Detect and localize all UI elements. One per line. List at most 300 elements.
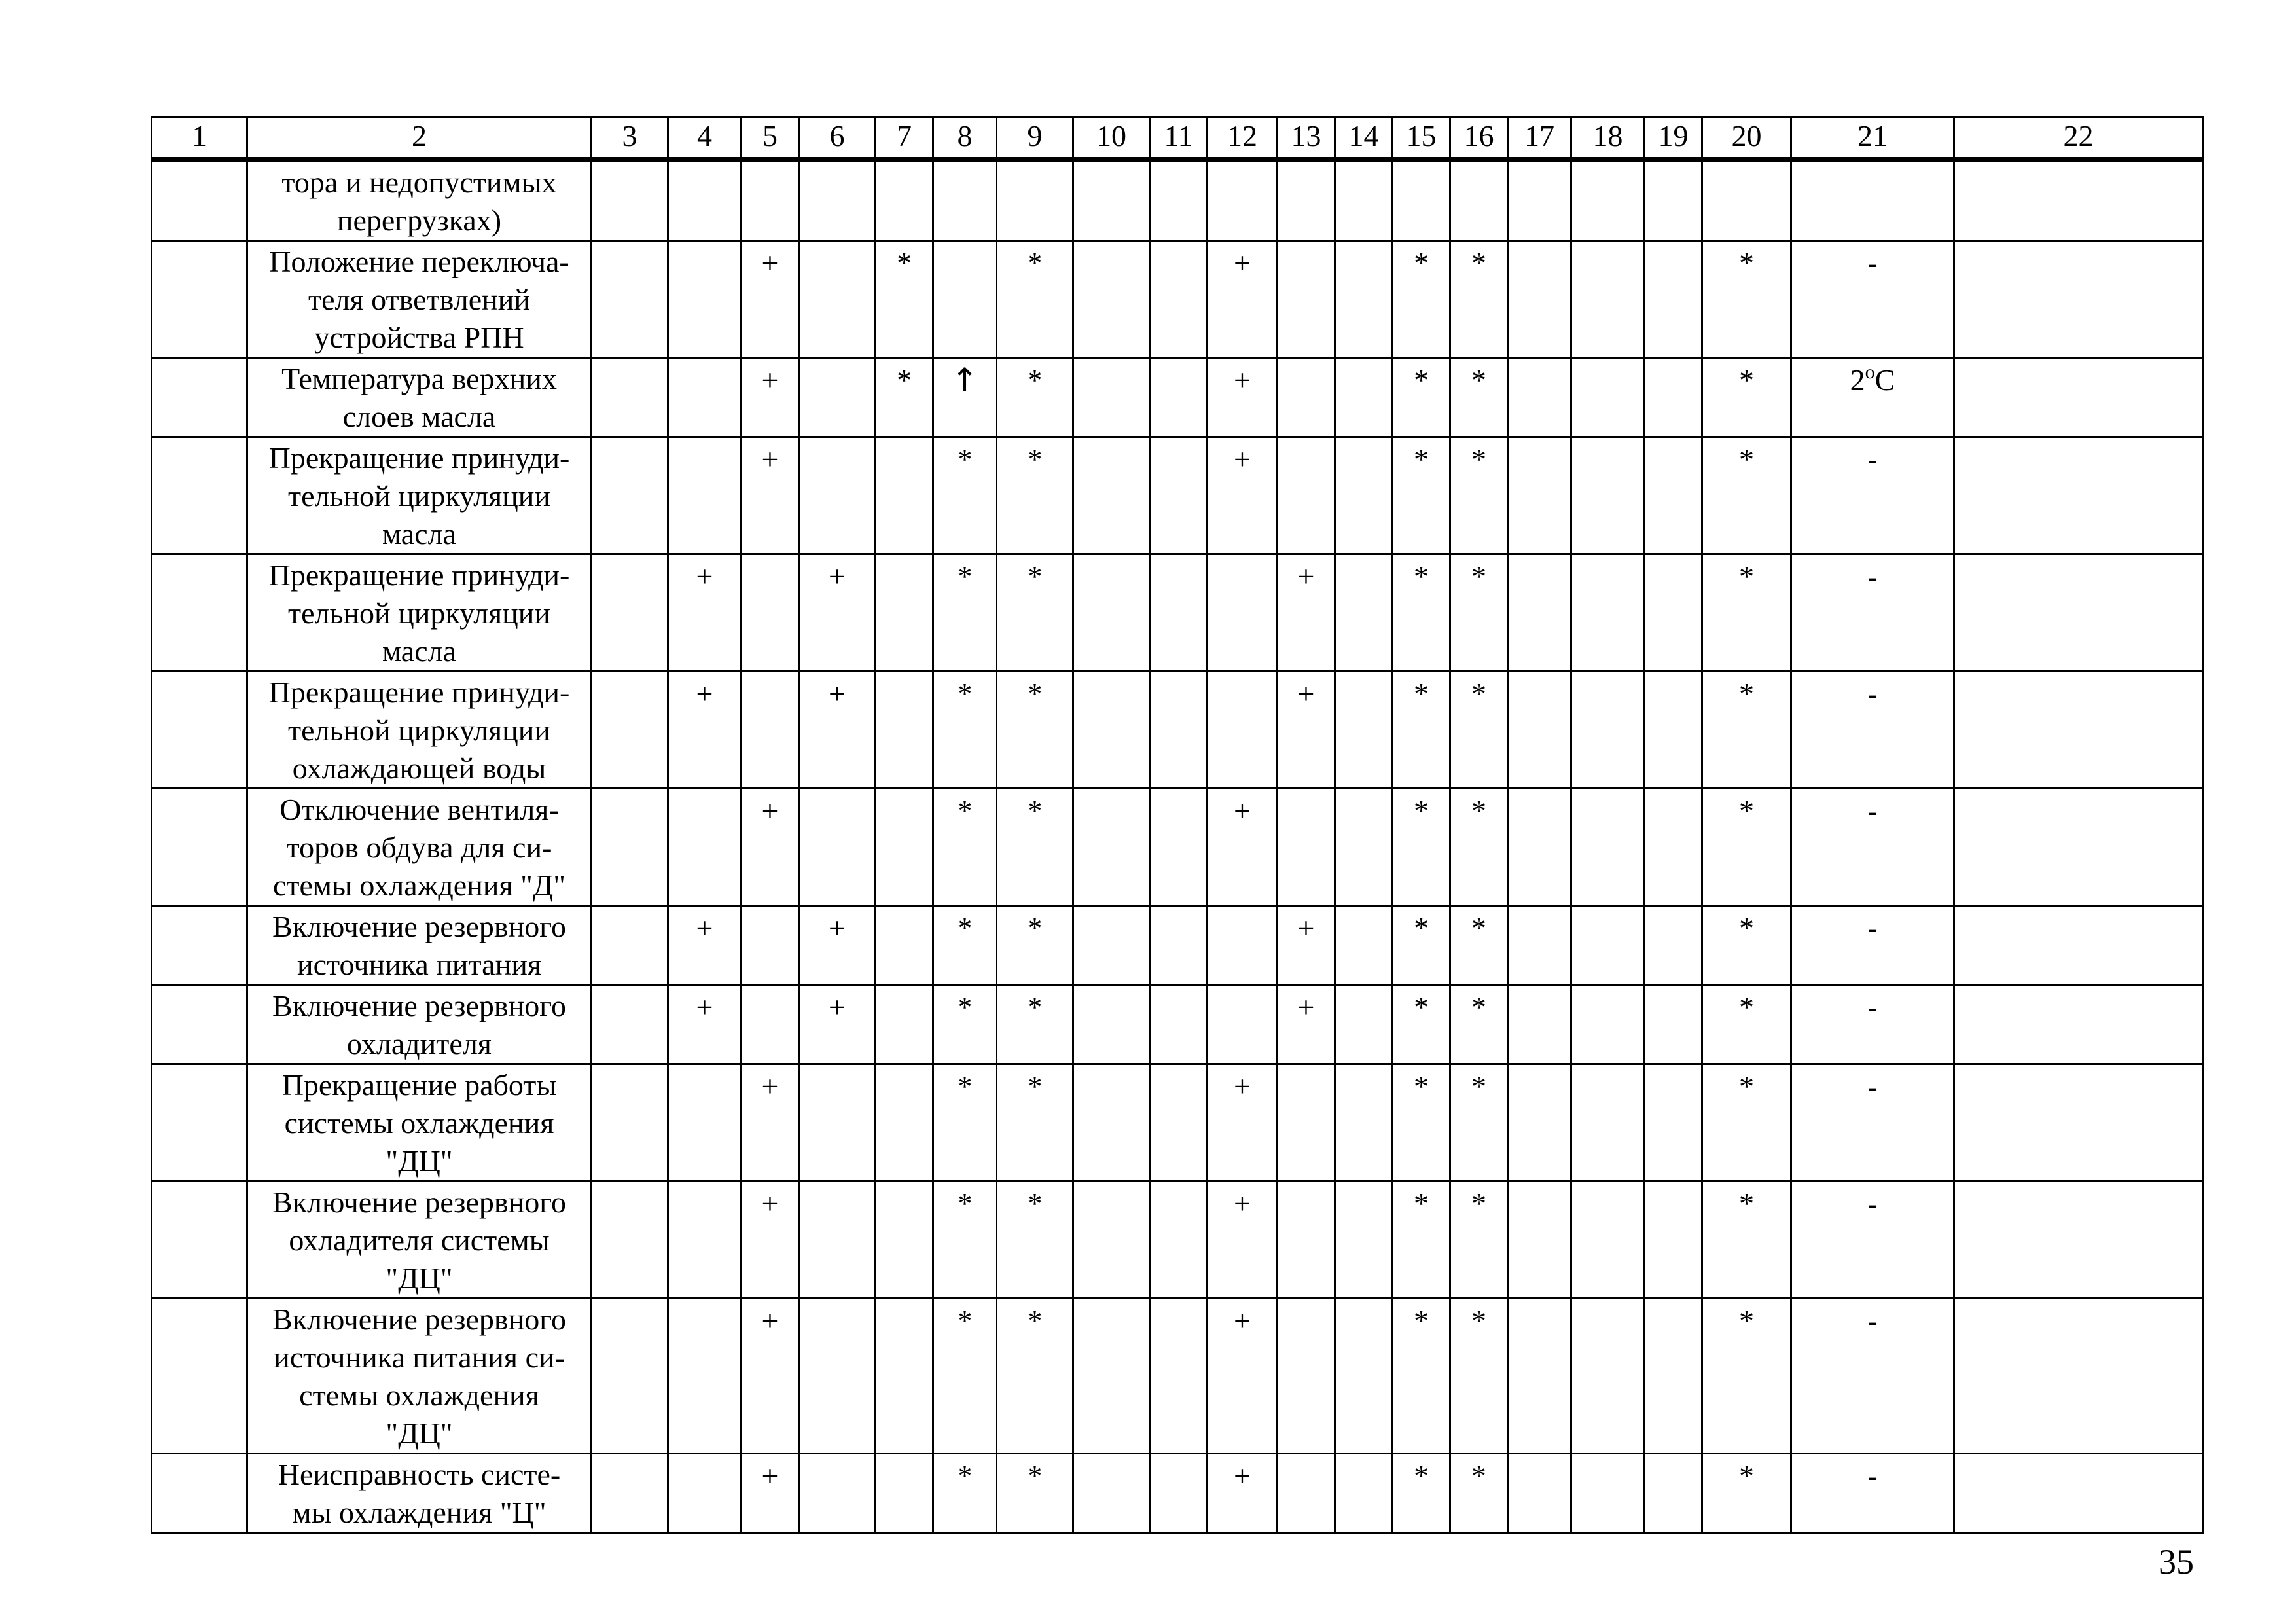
cell-col-12: + (1208, 1182, 1278, 1299)
cell-col-19 (1645, 672, 1702, 789)
cell-col-15: * (1393, 437, 1450, 554)
event-description: Положение переключа- теля ответвлений устройства РПН (247, 241, 592, 358)
cell-col-4 (668, 241, 742, 358)
cell-col-1 (152, 985, 247, 1064)
cell-col-6 (799, 241, 876, 358)
cell-col-20 (1702, 160, 1791, 241)
cell-col-8: * (933, 1064, 997, 1182)
cell-col-3 (592, 1064, 668, 1182)
cell-col-5: + (742, 1182, 799, 1299)
cell-col-15: * (1393, 1182, 1450, 1299)
cell-col-16: * (1450, 1454, 1508, 1533)
cell-col-18 (1571, 437, 1645, 554)
cell-col-18 (1571, 985, 1645, 1064)
cell-col-14 (1335, 985, 1393, 1064)
table-row (152, 241, 2203, 358)
cell-col-21: - (1791, 554, 1954, 672)
cell-col-22 (1954, 1299, 2203, 1454)
event-description: Прекращение принуди- тельной циркуляции масла (247, 554, 592, 672)
cell-col-10 (1073, 672, 1150, 789)
cell-col-18 (1571, 358, 1645, 437)
cell-col-10 (1073, 906, 1150, 985)
cell-col-15: * (1393, 906, 1450, 985)
event-description: Включение резервного источника питания (247, 906, 592, 985)
cell-col-6: + (799, 906, 876, 985)
cell-col-5: + (742, 437, 799, 554)
cell-col-17 (1508, 358, 1571, 437)
cell-col-20: * (1702, 554, 1791, 672)
column-header-11: 11 (1150, 117, 1208, 160)
column-header-5: 5 (742, 117, 799, 160)
table-row (152, 554, 2203, 672)
cell-col-12: + (1208, 241, 1278, 358)
cell-col-18 (1571, 1182, 1645, 1299)
cell-col-14 (1335, 906, 1393, 985)
cell-col-18 (1571, 906, 1645, 985)
cell-col-14 (1335, 1299, 1393, 1454)
event-description: Отключение вентиля- торов обдува для си- стемы охлаждения "Д" (247, 789, 592, 906)
event-description: тора и недопустимых перегрузках) (247, 160, 592, 241)
cell-col-16: * (1450, 358, 1508, 437)
event-description: Неисправность систе- мы охлаждения "Ц" (247, 1454, 592, 1533)
cell-col-13 (1278, 789, 1335, 906)
cell-col-9: * (997, 906, 1073, 985)
event-description: Прекращение работы системы охлаждения "ДЦ" (247, 1064, 592, 1182)
cell-col-9: * (997, 985, 1073, 1064)
cell-col-8 (933, 241, 997, 358)
cell-col-4 (668, 1182, 742, 1299)
cell-col-22 (1954, 1182, 2203, 1299)
cell-col-21: - (1791, 1064, 1954, 1182)
cell-col-15: * (1393, 985, 1450, 1064)
table-row (152, 672, 2203, 789)
cell-col-5: + (742, 241, 799, 358)
cell-col-12: + (1208, 1454, 1278, 1533)
cell-col-10 (1073, 1064, 1150, 1182)
cell-col-1 (152, 1454, 247, 1533)
table-row (152, 985, 2203, 1064)
cell-col-3 (592, 1182, 668, 1299)
cell-col-12: + (1208, 789, 1278, 906)
cell-col-1 (152, 160, 247, 241)
cell-col-14 (1335, 672, 1393, 789)
cell-col-20: * (1702, 358, 1791, 437)
cell-col-9: * (997, 1454, 1073, 1533)
event-description: Включение резервного охладителя системы "ДЦ" (247, 1182, 592, 1299)
cell-col-7 (876, 160, 933, 241)
cell-col-21: - (1791, 789, 1954, 906)
cell-col-8: * (933, 554, 997, 672)
cell-col-3 (592, 985, 668, 1064)
column-header-20: 20 (1702, 117, 1791, 160)
cell-col-17 (1508, 554, 1571, 672)
cell-col-16: * (1450, 1299, 1508, 1454)
cell-col-21: - (1791, 906, 1954, 985)
cell-col-18 (1571, 1454, 1645, 1533)
cell-col-18 (1571, 1064, 1645, 1182)
cell-col-14 (1335, 1064, 1393, 1182)
cell-col-3 (592, 160, 668, 241)
cell-col-10 (1073, 358, 1150, 437)
cell-col-9: * (997, 358, 1073, 437)
cell-col-22 (1954, 437, 2203, 554)
event-description: Включение резервного охладителя (247, 985, 592, 1064)
cell-col-11 (1150, 554, 1208, 672)
cell-col-9: * (997, 789, 1073, 906)
cell-col-18 (1571, 554, 1645, 672)
table-row (152, 1182, 2203, 1299)
cell-col-18 (1571, 1299, 1645, 1454)
cell-col-12: + (1208, 1299, 1278, 1454)
cell-col-19 (1645, 437, 1702, 554)
cell-col-6 (799, 437, 876, 554)
cell-col-15: * (1393, 241, 1450, 358)
cell-col-10 (1073, 554, 1150, 672)
cell-col-11 (1150, 1454, 1208, 1533)
cell-col-16: * (1450, 985, 1508, 1064)
cell-col-19 (1645, 985, 1702, 1064)
cell-col-20: * (1702, 672, 1791, 789)
cell-col-16: * (1450, 241, 1508, 358)
column-header-3: 3 (592, 117, 668, 160)
cell-col-20: * (1702, 1064, 1791, 1182)
cell-col-22 (1954, 554, 2203, 672)
cell-col-20: * (1702, 985, 1791, 1064)
cell-col-21: - (1791, 437, 1954, 554)
event-description: Прекращение принуди- тельной циркуляции масла (247, 437, 592, 554)
column-header-22: 22 (1954, 117, 2203, 160)
cell-col-8: * (933, 906, 997, 985)
cell-col-21: - (1791, 672, 1954, 789)
column-header-4: 4 (668, 117, 742, 160)
cell-col-11 (1150, 1064, 1208, 1182)
cell-col-10 (1073, 1299, 1150, 1454)
column-header-9: 9 (997, 117, 1073, 160)
cell-col-16: * (1450, 789, 1508, 906)
table-row (152, 160, 2203, 241)
cell-col-15 (1393, 160, 1450, 241)
cell-col-6 (799, 1454, 876, 1533)
cell-col-6 (799, 1064, 876, 1182)
cell-col-17 (1508, 241, 1571, 358)
cell-col-16: * (1450, 1182, 1508, 1299)
event-description: Прекращение принуди- тельной циркуляции охлаждающей воды (247, 672, 592, 789)
cell-col-17 (1508, 672, 1571, 789)
cell-col-21: - (1791, 1454, 1954, 1533)
cell-col-11 (1150, 1182, 1208, 1299)
cell-col-16: * (1450, 1064, 1508, 1182)
event-description: Температура верхних слоев масла (247, 358, 592, 437)
cell-col-4: + (668, 554, 742, 672)
cell-col-4 (668, 1064, 742, 1182)
cell-col-13 (1278, 241, 1335, 358)
cell-col-15: * (1393, 554, 1450, 672)
column-header-7: 7 (876, 117, 933, 160)
cell-col-16 (1450, 160, 1508, 241)
cell-col-3 (592, 437, 668, 554)
cell-col-9: * (997, 241, 1073, 358)
cell-col-19 (1645, 789, 1702, 906)
column-header-15: 15 (1393, 117, 1450, 160)
column-header-6: 6 (799, 117, 876, 160)
cell-col-15: * (1393, 1454, 1450, 1533)
cell-col-9: * (997, 1064, 1073, 1182)
cell-col-12 (1208, 906, 1278, 985)
column-header-1: 1 (152, 117, 247, 160)
cell-col-6 (799, 358, 876, 437)
cell-col-5: + (742, 1454, 799, 1533)
cell-col-22 (1954, 1064, 2203, 1182)
cell-col-6 (799, 1299, 876, 1454)
cell-col-14 (1335, 160, 1393, 241)
cell-col-11 (1150, 437, 1208, 554)
cell-col-19 (1645, 160, 1702, 241)
cell-col-12: + (1208, 358, 1278, 437)
cell-col-7 (876, 672, 933, 789)
event-description: Включение резервного источника питания си- стемы охлаждения "ДЦ" (247, 1299, 592, 1454)
table-row (152, 437, 2203, 554)
cell-col-1 (152, 241, 247, 358)
cell-col-15: * (1393, 789, 1450, 906)
cell-col-4 (668, 1299, 742, 1454)
cell-col-7 (876, 1182, 933, 1299)
cell-col-17 (1508, 160, 1571, 241)
cell-col-9: * (997, 1182, 1073, 1299)
cell-col-13: + (1278, 672, 1335, 789)
cell-col-3 (592, 906, 668, 985)
cell-col-17 (1508, 1064, 1571, 1182)
cell-col-8: * (933, 1182, 997, 1299)
cell-col-4 (668, 358, 742, 437)
cell-col-17 (1508, 789, 1571, 906)
cell-col-9: * (997, 437, 1073, 554)
cell-col-6: + (799, 985, 876, 1064)
cell-col-7: * (876, 358, 933, 437)
cell-col-1 (152, 1064, 247, 1182)
cell-col-4: + (668, 985, 742, 1064)
cell-col-20: * (1702, 1182, 1791, 1299)
cell-col-4 (668, 437, 742, 554)
column-header-8: 8 (933, 117, 997, 160)
cell-col-8: * (933, 437, 997, 554)
cell-col-12 (1208, 554, 1278, 672)
cell-col-17 (1508, 906, 1571, 985)
cell-col-17 (1508, 1182, 1571, 1299)
cell-col-16: * (1450, 554, 1508, 672)
data-table (151, 116, 2204, 1534)
cell-col-19 (1645, 358, 1702, 437)
column-header-2: 2 (247, 117, 592, 160)
cell-col-22 (1954, 985, 2203, 1064)
cell-col-1 (152, 906, 247, 985)
cell-col-11 (1150, 358, 1208, 437)
cell-col-10 (1073, 437, 1150, 554)
cell-col-18 (1571, 672, 1645, 789)
table-row (152, 906, 2203, 985)
cell-col-10 (1073, 789, 1150, 906)
cell-col-14 (1335, 241, 1393, 358)
cell-col-7 (876, 554, 933, 672)
cell-col-8 (933, 160, 997, 241)
cell-col-21: - (1791, 1299, 1954, 1454)
cell-col-14 (1335, 437, 1393, 554)
cell-col-3 (592, 554, 668, 672)
cell-col-16: * (1450, 672, 1508, 789)
cell-col-3 (592, 358, 668, 437)
cell-col-14 (1335, 1182, 1393, 1299)
cell-col-6 (799, 160, 876, 241)
cell-col-7: * (876, 241, 933, 358)
cell-col-22 (1954, 241, 2203, 358)
cell-col-13: + (1278, 906, 1335, 985)
temperature-setting: 2$^o$C (1791, 358, 1954, 437)
cell-col-19 (1645, 554, 1702, 672)
cell-col-18 (1571, 160, 1645, 241)
cell-col-3 (592, 241, 668, 358)
cell-col-11 (1150, 906, 1208, 985)
cell-col-15: * (1393, 358, 1450, 437)
cell-col-14 (1335, 358, 1393, 437)
cell-col-22 (1954, 358, 2203, 437)
cell-col-13 (1278, 1064, 1335, 1182)
column-header-21: 21 (1791, 117, 1954, 160)
cell-col-15: * (1393, 1299, 1450, 1454)
cell-col-22 (1954, 906, 2203, 985)
cell-col-19 (1645, 1299, 1702, 1454)
cell-col-3 (592, 1454, 668, 1533)
cell-col-19 (1645, 906, 1702, 985)
cell-col-20: * (1702, 1299, 1791, 1454)
cell-col-1 (152, 1299, 247, 1454)
cell-col-11 (1150, 672, 1208, 789)
cell-col-4: + (668, 906, 742, 985)
column-header-14: 14 (1335, 117, 1393, 160)
cell-col-20: * (1702, 1454, 1791, 1533)
cell-col-4 (668, 160, 742, 241)
table-body (152, 160, 2203, 1533)
page-number: 35 (2159, 1542, 2194, 1581)
cell-col-7 (876, 906, 933, 985)
cell-col-12: + (1208, 1064, 1278, 1182)
cell-col-13 (1278, 358, 1335, 437)
cell-col-5: + (742, 1299, 799, 1454)
cell-col-12: + (1208, 437, 1278, 554)
cell-col-1 (152, 672, 247, 789)
cell-col-16: * (1450, 437, 1508, 554)
table-row (152, 358, 2203, 437)
cell-col-6 (799, 789, 876, 906)
cell-col-11 (1150, 789, 1208, 906)
cell-col-15: * (1393, 672, 1450, 789)
cell-col-13: + (1278, 554, 1335, 672)
cell-col-7 (876, 985, 933, 1064)
cell-col-5 (742, 906, 799, 985)
cell-col-13 (1278, 1454, 1335, 1533)
cell-col-1 (152, 437, 247, 554)
cell-col-21: - (1791, 241, 1954, 358)
cell-col-14 (1335, 1454, 1393, 1533)
cell-col-20: * (1702, 906, 1791, 985)
cell-col-17 (1508, 1454, 1571, 1533)
cell-col-9 (997, 160, 1073, 241)
cell-col-5 (742, 554, 799, 672)
cell-col-5: + (742, 789, 799, 906)
cell-col-4: + (668, 672, 742, 789)
cell-col-6: + (799, 672, 876, 789)
table-row (152, 1064, 2203, 1182)
cell-col-5 (742, 160, 799, 241)
cell-col-21: - (1791, 985, 1954, 1064)
cell-col-21 (1791, 160, 1954, 241)
cell-col-17 (1508, 437, 1571, 554)
cell-col-12 (1208, 160, 1278, 241)
cell-col-13: + (1278, 985, 1335, 1064)
column-header-10: 10 (1073, 117, 1150, 160)
cell-col-12 (1208, 985, 1278, 1064)
cell-col-11 (1150, 985, 1208, 1064)
cell-col-19 (1645, 1454, 1702, 1533)
column-header-19: 19 (1645, 117, 1702, 160)
cell-col-1 (152, 554, 247, 672)
cell-col-7 (876, 437, 933, 554)
cell-col-8: * (933, 789, 997, 906)
cell-col-5 (742, 672, 799, 789)
cell-col-8: ↑ (933, 358, 997, 437)
cell-col-5: + (742, 1064, 799, 1182)
cell-col-11 (1150, 1299, 1208, 1454)
cell-col-22 (1954, 160, 2203, 241)
cell-col-8: * (933, 985, 997, 1064)
cell-col-10 (1073, 1182, 1150, 1299)
cell-col-5 (742, 985, 799, 1064)
table-row (152, 1299, 2203, 1454)
cell-col-20: * (1702, 789, 1791, 906)
cell-col-10 (1073, 241, 1150, 358)
cell-col-17 (1508, 1299, 1571, 1454)
cell-col-22 (1954, 672, 2203, 789)
cell-col-18 (1571, 789, 1645, 906)
cell-col-8: * (933, 672, 997, 789)
cell-col-14 (1335, 554, 1393, 672)
cell-col-22 (1954, 789, 2203, 906)
cell-col-16: * (1450, 906, 1508, 985)
cell-col-10 (1073, 1454, 1150, 1533)
cell-col-1 (152, 789, 247, 906)
table-row (152, 789, 2203, 906)
cell-col-15: * (1393, 1064, 1450, 1182)
cell-col-6: + (799, 554, 876, 672)
cell-col-20: * (1702, 437, 1791, 554)
cell-col-9: * (997, 672, 1073, 789)
cell-col-19 (1645, 1064, 1702, 1182)
cell-col-14 (1335, 789, 1393, 906)
cell-col-9: * (997, 1299, 1073, 1454)
cell-col-13 (1278, 1299, 1335, 1454)
cell-col-6 (799, 1182, 876, 1299)
cell-col-20: * (1702, 241, 1791, 358)
cell-col-21: - (1791, 1182, 1954, 1299)
cell-col-19 (1645, 241, 1702, 358)
cell-col-13 (1278, 160, 1335, 241)
cell-col-8: * (933, 1299, 997, 1454)
cell-col-17 (1508, 985, 1571, 1064)
column-header-16: 16 (1450, 117, 1508, 160)
cell-col-3 (592, 1299, 668, 1454)
cell-col-7 (876, 1064, 933, 1182)
cell-col-4 (668, 1454, 742, 1533)
column-header-12: 12 (1208, 117, 1278, 160)
cell-col-1 (152, 358, 247, 437)
